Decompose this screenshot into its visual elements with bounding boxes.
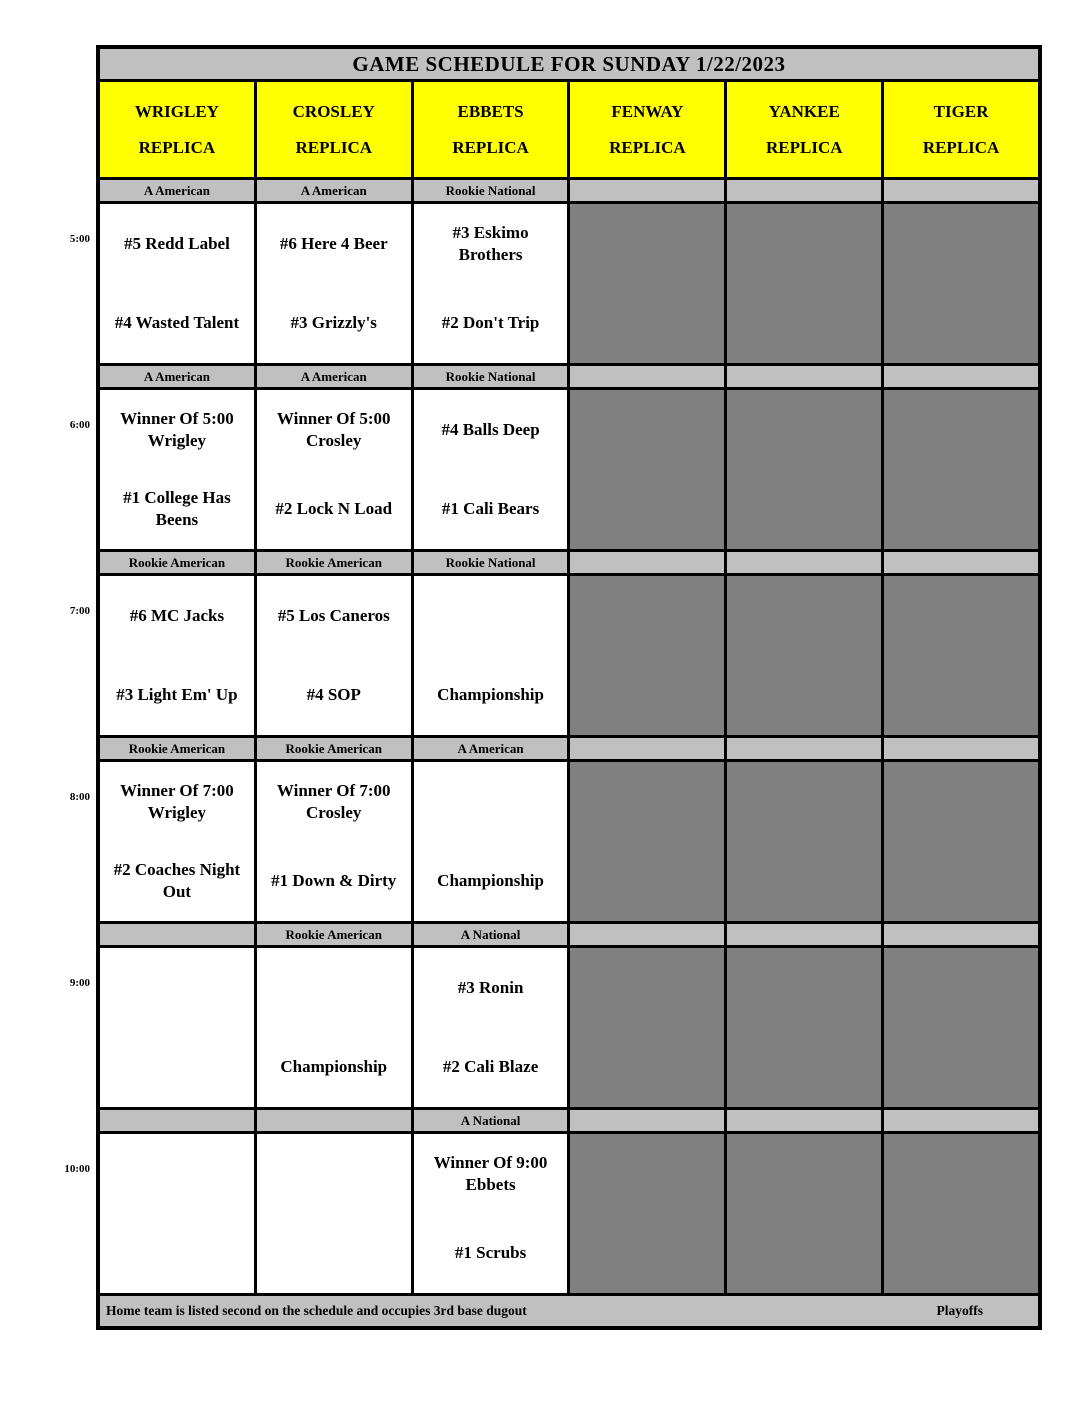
home-team: #4 SOP (306, 685, 361, 705)
away-team (257, 948, 411, 1028)
division-label: A American (100, 180, 254, 201)
division-label (570, 924, 724, 945)
away-team: #4 Balls Deep (441, 419, 540, 439)
home-team: Championship (280, 1057, 388, 1077)
division-label (100, 924, 254, 945)
venue-label: REPLICA (922, 137, 1000, 157)
division-label (727, 1110, 881, 1131)
home-team (257, 1214, 411, 1294)
division-label (727, 924, 881, 945)
division-label: Rookie American (257, 552, 411, 573)
division-label: Rookie American (257, 738, 411, 759)
game-cell (414, 390, 568, 549)
venue-label: REPLICA (765, 137, 843, 157)
away-team (257, 1134, 411, 1214)
home-team: #1 Scrubs (454, 1243, 527, 1263)
division-label (570, 738, 724, 759)
division-label (884, 366, 1038, 387)
game-cell (257, 1134, 411, 1293)
away-team: Winner Of 5:00 Wrigley (120, 408, 234, 450)
home-team (100, 1214, 254, 1294)
playoffs-tag: Playoffs (936, 1303, 983, 1318)
division-label (884, 738, 1038, 759)
home-team: Championship (437, 871, 544, 891)
division-label (727, 180, 881, 201)
unused-game-cell (884, 948, 1038, 1107)
unused-game-cell (570, 948, 724, 1107)
venue-header-ebbets (414, 82, 568, 177)
unused-game-cell (727, 204, 881, 363)
unused-game-cell (570, 762, 724, 921)
division-label (570, 1110, 724, 1131)
home-team: #1 Down & Dirty (271, 871, 397, 891)
time-label-700: 7:00 (69, 605, 90, 617)
venue-label: REPLICA (609, 137, 686, 157)
division-label: Rookie American (257, 924, 411, 945)
game-cell (257, 390, 411, 549)
footer-bar (100, 1296, 1038, 1326)
away-team: Winner Of 7:00 Crosley (276, 780, 391, 822)
time-label-600: 6:00 (69, 419, 90, 431)
division-label: Rookie National (414, 180, 568, 201)
division-label (570, 180, 724, 201)
division-label: A National (414, 924, 568, 945)
home-team: Championship (437, 685, 544, 705)
division-label (884, 1110, 1038, 1131)
venue-header-crosley (257, 82, 411, 177)
unused-game-cell (727, 948, 881, 1107)
division-label (884, 180, 1038, 201)
home-team: #2 Don't Trip (441, 313, 540, 333)
unused-game-cell (570, 390, 724, 549)
game-cell (100, 576, 254, 735)
venue-header-tiger (884, 82, 1038, 177)
time-label-1000: 10:00 (64, 1163, 90, 1175)
home-team: #1 Cali Bears (441, 499, 540, 519)
unused-game-cell (727, 390, 881, 549)
time-label-500: 5:00 (69, 233, 90, 245)
venue-name: CROSLEY (292, 101, 375, 121)
game-cell (257, 762, 411, 921)
unused-game-cell (727, 1134, 881, 1293)
unused-game-cell (884, 204, 1038, 363)
division-label (727, 552, 881, 573)
away-team (414, 576, 568, 656)
game-cell (414, 1134, 568, 1293)
away-team: #5 Redd Label (124, 233, 230, 253)
away-team: Winner Of 9:00 Ebbets (433, 1152, 548, 1194)
division-label: Rookie National (414, 552, 568, 573)
game-cell (414, 204, 568, 363)
away-team (414, 762, 568, 842)
home-team (100, 1028, 254, 1108)
away-team (100, 1134, 254, 1214)
away-team: #3 Eskimo Brothers (452, 222, 529, 264)
division-label (100, 1110, 254, 1131)
division-label (570, 552, 724, 573)
page-title: GAME SCHEDULE FOR SUNDAY 1/22/2023 (100, 49, 1038, 79)
venue-header-yankee (727, 82, 881, 177)
venue-header-wrigley (100, 82, 254, 177)
away-team: Winner Of 7:00 Wrigley (120, 780, 234, 822)
division-label (257, 1110, 411, 1131)
unused-game-cell (570, 204, 724, 363)
venue-name: FENWAY (611, 101, 684, 121)
game-cell (257, 204, 411, 363)
division-label (570, 366, 724, 387)
home-team: #3 Light Em' Up (116, 685, 238, 705)
away-team: #3 Ronin (457, 977, 524, 997)
game-cell (414, 762, 568, 921)
game-cell (414, 948, 568, 1107)
game-cell (100, 948, 254, 1107)
division-label (727, 738, 881, 759)
division-label (727, 366, 881, 387)
home-team-note: Home team is listed second on the schedule and occupies 3rd base dugout (106, 1303, 527, 1318)
venue-name: YANKEE (768, 101, 840, 121)
home-team: #1 College Has Beens (123, 488, 231, 530)
venue-name: WRIGLEY (134, 101, 219, 121)
division-label (884, 552, 1038, 573)
division-label: Rookie National (414, 366, 568, 387)
away-team: #6 Here 4 Beer (279, 233, 388, 253)
unused-game-cell (884, 1134, 1038, 1293)
home-team: #4 Wasted Talent (114, 313, 240, 333)
division-label (884, 924, 1038, 945)
division-label: A American (257, 180, 411, 201)
division-label: A American (257, 366, 411, 387)
away-team: Winner Of 5:00 Crosley (276, 408, 391, 450)
game-cell (100, 1134, 254, 1293)
venue-name: TIGER (933, 101, 989, 121)
game-cell (257, 948, 411, 1107)
home-team: #2 Lock N Load (275, 499, 393, 519)
game-cell (100, 204, 254, 363)
time-label-900: 9:00 (69, 977, 90, 989)
unused-game-cell (884, 576, 1038, 735)
division-label: Rookie American (100, 552, 254, 573)
unused-game-cell (884, 390, 1038, 549)
unused-game-cell (884, 762, 1038, 921)
away-team: #5 Los Caneros (277, 605, 390, 625)
game-cell (100, 762, 254, 921)
division-label: A American (414, 738, 568, 759)
division-label: A American (100, 366, 254, 387)
venue-name: EBBETS (457, 101, 524, 121)
schedule-table (96, 45, 1042, 1330)
division-label: A National (414, 1110, 568, 1131)
away-team (100, 948, 254, 1028)
away-team: #6 MC Jacks (129, 605, 225, 625)
home-team: #2 Coaches Night Out (113, 860, 241, 902)
unused-game-cell (570, 576, 724, 735)
unused-game-cell (570, 1134, 724, 1293)
venue-label: REPLICA (452, 137, 529, 157)
unused-game-cell (727, 762, 881, 921)
venue-label: REPLICA (295, 137, 372, 157)
game-cell (257, 576, 411, 735)
home-team: #3 Grizzly's (290, 313, 377, 333)
division-label: Rookie American (100, 738, 254, 759)
home-team: #2 Cali Blaze (442, 1057, 539, 1077)
game-cell (100, 390, 254, 549)
game-cell (414, 576, 568, 735)
venue-label: REPLICA (138, 137, 216, 157)
unused-game-cell (727, 576, 881, 735)
venue-header-fenway (570, 82, 724, 177)
time-label-800: 8:00 (69, 791, 90, 803)
